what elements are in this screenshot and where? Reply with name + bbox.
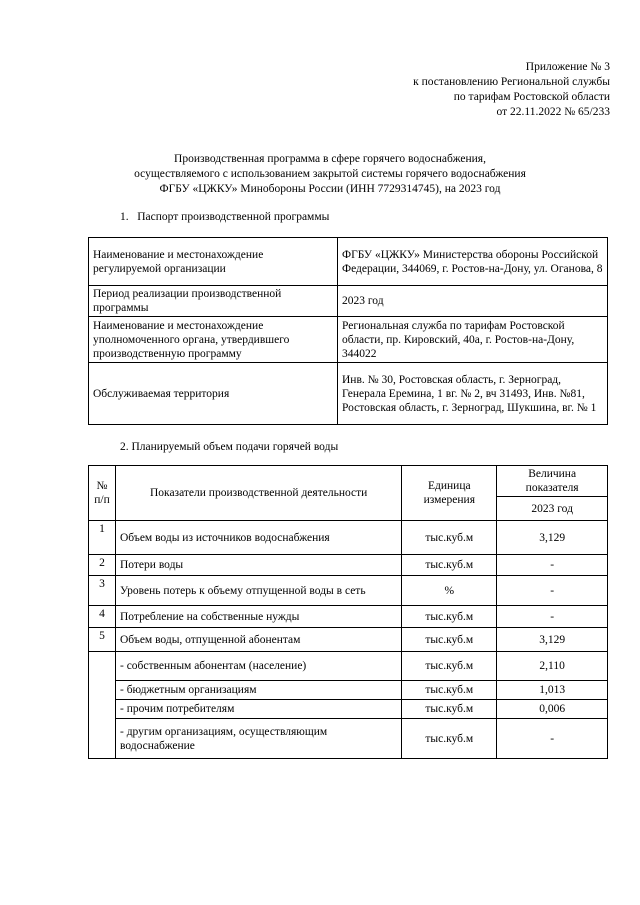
- table-row: [89, 521, 608, 555]
- row-value: 1,013: [497, 681, 608, 700]
- table-row: [89, 286, 608, 317]
- title-line: ФГБУ «ЦЖКУ» Минобороны России (ИНН 7729314745), на 2023 год: [159, 183, 501, 195]
- header-num: № п/п: [89, 466, 116, 521]
- table-cell: Период реализации производственной программы: [89, 286, 338, 317]
- row-unit: тыс.куб.м: [402, 606, 497, 628]
- table-cell: ФГБУ «ЦЖКУ» Министерства обороны Российской Федерации, 344069, г. Ростов-на-Дону, ул. Оганова, 8: [338, 238, 608, 286]
- appendix-line: к постановлению Региональной службы: [413, 76, 610, 88]
- row-name: Уровень потерь к объему отпущенной воды в сеть: [116, 576, 402, 606]
- row-name: Потери воды: [116, 555, 402, 576]
- table-header-row: [89, 466, 608, 497]
- row-num: 5: [89, 628, 116, 652]
- row-name: - прочим потребителям: [116, 700, 402, 719]
- row-unit: тыс.куб.м: [402, 521, 497, 555]
- row-name: Объем воды, отпущенной абонентам: [116, 628, 402, 652]
- row-unit: %: [402, 576, 497, 606]
- header-unit: Единица измерения: [402, 466, 497, 521]
- header-indicator: Показатели производственной деятельности: [116, 466, 402, 521]
- subrow-num-empty: [89, 652, 116, 759]
- table-cell: Региональная служба по тарифам Ростовской области, пр. Кировский, 40а, г. Ростов-на-Дону, 344022: [338, 317, 608, 363]
- row-unit: тыс.куб.м: [402, 555, 497, 576]
- row-unit: тыс.куб.м: [402, 652, 497, 681]
- row-value: 3,129: [497, 628, 608, 652]
- table-row: [89, 238, 608, 286]
- table-subrow: [89, 681, 608, 700]
- table-subrow: [89, 652, 608, 681]
- table-row: [89, 606, 608, 628]
- row-unit: тыс.куб.м: [402, 628, 497, 652]
- header-year: 2023 год: [497, 497, 608, 521]
- table-row: [89, 363, 608, 425]
- document-title: [60, 152, 600, 197]
- table-row: [89, 576, 608, 606]
- row-name: Потребление на собственные нужды: [116, 606, 402, 628]
- row-unit: тыс.куб.м: [402, 681, 497, 700]
- row-value: -: [497, 606, 608, 628]
- row-unit: тыс.куб.м: [402, 700, 497, 719]
- volume-table: [88, 465, 608, 759]
- table-row: [89, 317, 608, 363]
- section-2-heading: 2. Планируемый объем подачи горячей воды: [120, 441, 339, 453]
- row-name: - бюджетным организациям: [116, 681, 402, 700]
- row-name: - собственным абонентам (население): [116, 652, 402, 681]
- table-row: [89, 628, 608, 652]
- row-num: 2: [89, 555, 116, 576]
- table-cell: Инв. № 30, Ростовская область, г. Зерноград, Генерала Еремина, 1 вг. № 2, вч 31493, Инв. №81, Ростовская область, г. Зерноград, Шукшина, вг. № 1: [338, 363, 608, 425]
- table-cell: Обслуживаемая территория: [89, 363, 338, 425]
- row-name: - другим организациям, осуществляющим водоснабжение: [116, 719, 402, 759]
- row-value: -: [497, 576, 608, 606]
- row-num: 3: [89, 576, 116, 606]
- table-row: [89, 555, 608, 576]
- title-line: осуществляемого с использованием закрытой системы горячего водоснабжения: [134, 168, 526, 180]
- appendix-line: от 22.11.2022 № 65/233: [496, 106, 610, 118]
- row-value: 2,110: [497, 652, 608, 681]
- appendix-block: [413, 60, 610, 120]
- passport-table: [88, 237, 608, 425]
- row-name: Объем воды из источников водоснабжения: [116, 521, 402, 555]
- section-1-heading: 1. Паспорт производственной программы: [120, 211, 330, 223]
- row-value: 0,006: [497, 700, 608, 719]
- table-subrow: [89, 700, 608, 719]
- row-num: 1: [89, 521, 116, 555]
- table-cell: 2023 год: [338, 286, 608, 317]
- header-value-group: Величина показателя: [497, 466, 608, 497]
- row-num: 4: [89, 606, 116, 628]
- table-cell: Наименование и местонахождение регулируемой организации: [89, 238, 338, 286]
- row-value: -: [497, 555, 608, 576]
- table-cell: Наименование и местонахождение уполномоченного органа, утвердившего производственную программу: [89, 317, 338, 363]
- appendix-line: Приложение № 3: [525, 61, 610, 73]
- row-unit: тыс.куб.м: [402, 719, 497, 759]
- table-subrow: [89, 719, 608, 759]
- row-value: 3,129: [497, 521, 608, 555]
- row-value: -: [497, 719, 608, 759]
- appendix-line: по тарифам Ростовской области: [453, 91, 610, 103]
- title-line: Производственная программа в сфере горячего водоснабжения,: [174, 153, 486, 165]
